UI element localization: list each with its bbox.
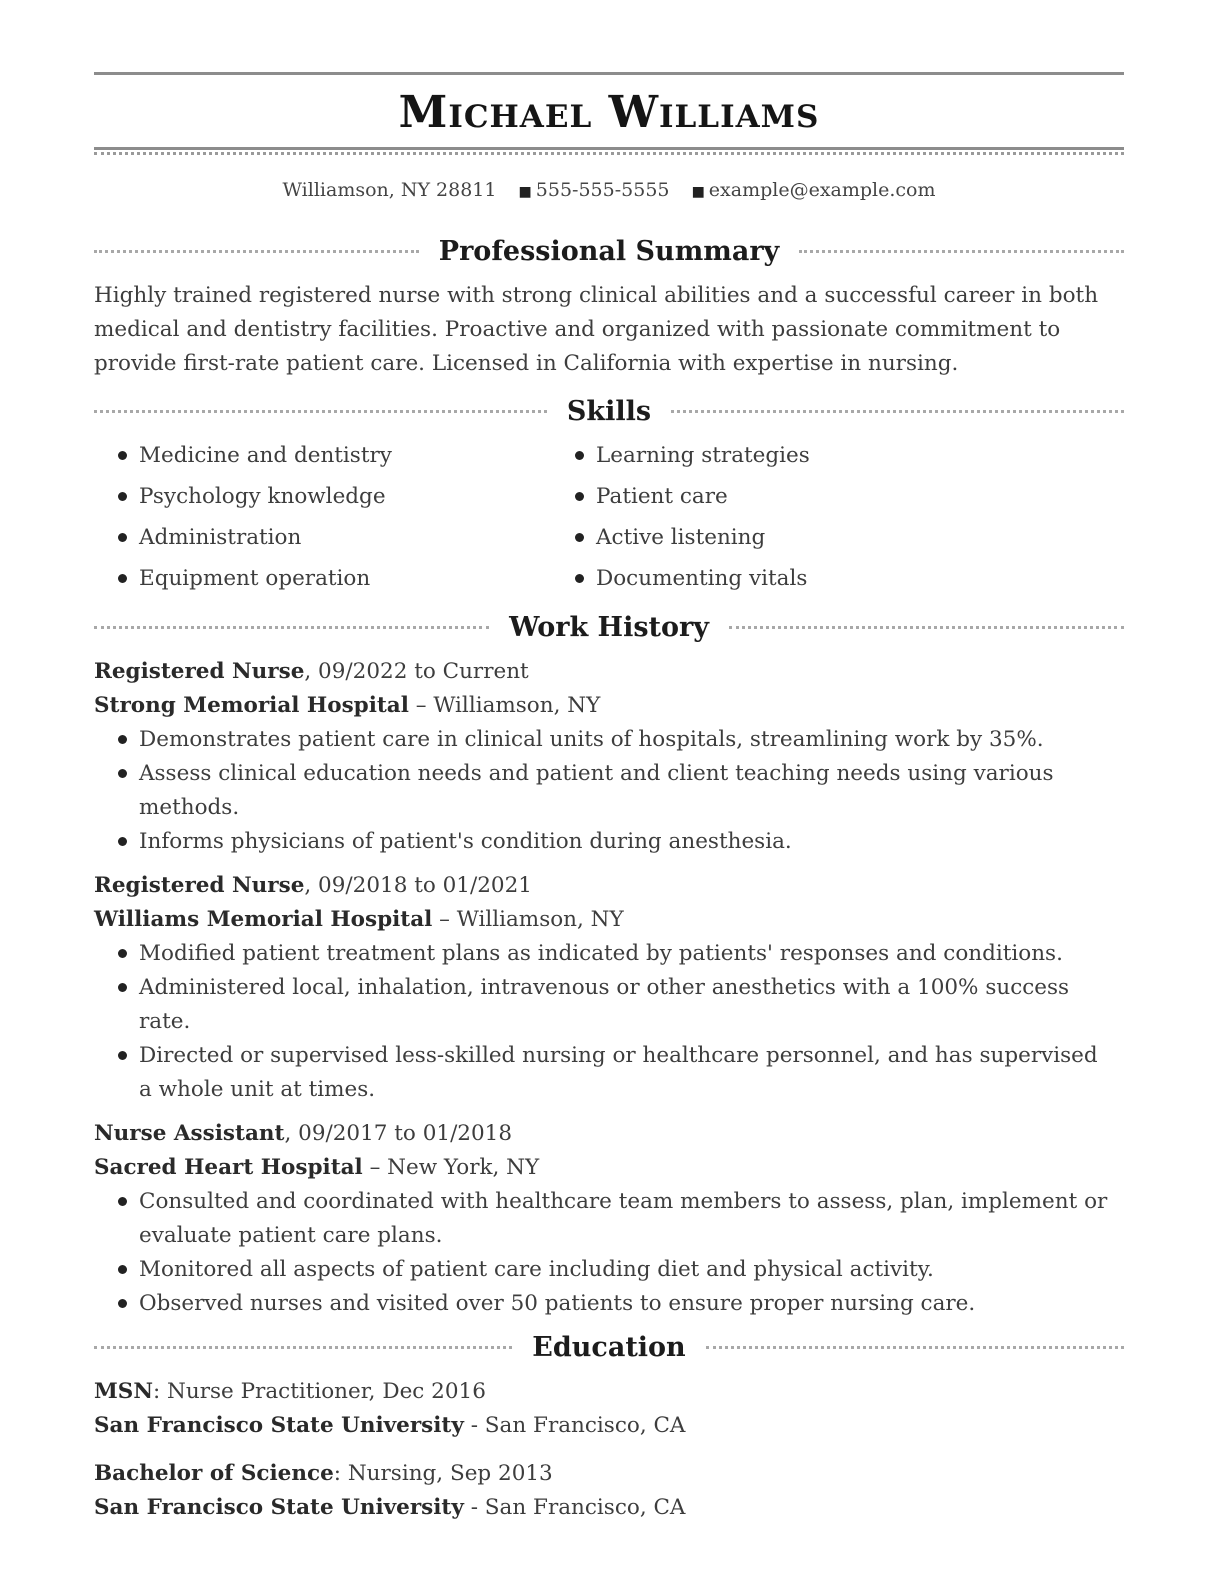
degree-name: MSN bbox=[94, 1379, 153, 1404]
section-header-summary bbox=[94, 231, 1124, 271]
section-divider bbox=[94, 1346, 512, 1349]
education-entry bbox=[94, 1375, 1124, 1443]
section-header-work bbox=[94, 607, 1124, 647]
job-bullet: Demonstrates patient care in clinical units of hospitals, streamlining work by 35%. bbox=[94, 723, 1124, 757]
section-divider bbox=[94, 626, 489, 629]
job-bullets bbox=[94, 1185, 1124, 1321]
job-company: Sacred Heart Hospital bbox=[94, 1155, 363, 1180]
section-header-education bbox=[94, 1327, 1124, 1367]
job-title-line bbox=[94, 1117, 1124, 1151]
degree-line bbox=[94, 1457, 1124, 1491]
skill-item: Medicine and dentistry bbox=[94, 435, 551, 476]
square-bullet-icon: ■ bbox=[518, 184, 532, 200]
job-title: Registered Nurse bbox=[94, 873, 305, 898]
job-bullet: Monitored all aspects of patient care including diet and physical activity. bbox=[94, 1253, 1124, 1287]
job-bullets bbox=[94, 723, 1124, 859]
section-title: Work History bbox=[509, 611, 709, 643]
contact-address: Williamson, NY 28811 bbox=[282, 179, 497, 201]
job-company: Williams Memorial Hospital bbox=[94, 907, 433, 932]
skill-item: Documenting vitals bbox=[551, 558, 1008, 599]
skills-column-left bbox=[94, 435, 551, 599]
top-rule bbox=[94, 72, 1124, 75]
job-bullet: Administered local, inhalation, intravenous or other anesthetics with a 100% success rate. bbox=[94, 971, 1124, 1039]
job-title: Registered Nurse bbox=[94, 659, 305, 684]
skills-list bbox=[94, 435, 1124, 599]
school-name: San Francisco State University bbox=[94, 1495, 464, 1520]
school-line bbox=[94, 1409, 1124, 1443]
contact-phone: 555-555-5555 bbox=[535, 179, 670, 201]
name-rule bbox=[94, 147, 1124, 150]
skill-item: Equipment operation bbox=[94, 558, 551, 599]
job-title-line bbox=[94, 869, 1124, 903]
school-location: - San Francisco, CA bbox=[463, 1413, 686, 1438]
school-line bbox=[94, 1491, 1124, 1525]
section-header-skills bbox=[94, 391, 1124, 431]
job-location: – Williamson, NY bbox=[408, 693, 601, 718]
degree-name: Bachelor of Science bbox=[94, 1461, 334, 1486]
degree-line bbox=[94, 1375, 1124, 1409]
school-name: San Francisco State University bbox=[94, 1413, 464, 1438]
job-location: – Williamson, NY bbox=[432, 907, 624, 932]
job-location: – New York, NY bbox=[362, 1155, 540, 1180]
section-divider bbox=[671, 410, 1124, 413]
contact-line bbox=[94, 177, 1124, 205]
job-bullet: Observed nurses and visited over 50 patients to ensure proper nursing care. bbox=[94, 1287, 1124, 1321]
skill-item: Active listening bbox=[551, 517, 1008, 558]
square-bullet-icon: ■ bbox=[691, 184, 705, 200]
job-title-line bbox=[94, 655, 1124, 689]
job-bullet: Assess clinical education needs and patient and client teaching needs using various methods. bbox=[94, 757, 1124, 825]
professional-summary: Highly trained registered nurse with strong clinical abilities and a successful career in both medical and dentistry facilities. Proactive and organized with passionate commitment to provide first-rate patient care. Licensed in California with expertise in nursing. bbox=[94, 283, 1099, 376]
job-bullet: Consulted and coordinated with healthcare team members to assess, plan, implement or evaluate patient care plans. bbox=[94, 1185, 1124, 1253]
job-employer-line bbox=[94, 689, 1124, 723]
job-employer-line bbox=[94, 903, 1124, 937]
job-bullet: Informs physicians of patient's condition during anesthesia. bbox=[94, 825, 1124, 859]
skill-item: Administration bbox=[94, 517, 551, 558]
section-title: Education bbox=[532, 1331, 686, 1363]
skill-item: Psychology knowledge bbox=[94, 476, 551, 517]
degree-detail: : Nurse Practitioner, Dec 2016 bbox=[152, 1379, 486, 1404]
job-bullet: Directed or supervised less-skilled nursing or healthcare personnel, and has supervised a whole unit at times. bbox=[94, 1039, 1124, 1107]
job-employer-line bbox=[94, 1151, 1124, 1185]
skill-item: Patient care bbox=[551, 476, 1008, 517]
skills-column-right bbox=[551, 435, 1008, 599]
candidate-name: Michael Williams bbox=[398, 87, 820, 138]
job-entry bbox=[94, 869, 1124, 1107]
job-bullet: Modified patient treatment plans as indicated by patients' responses and conditions. bbox=[94, 937, 1124, 971]
job-entry bbox=[94, 1117, 1124, 1321]
contact-email: example@example.com bbox=[708, 179, 936, 201]
education-list bbox=[94, 1375, 1124, 1525]
school-location: - San Francisco, CA bbox=[463, 1495, 686, 1520]
section-title: Professional Summary bbox=[438, 235, 780, 267]
section-divider bbox=[94, 410, 547, 413]
section-divider bbox=[729, 626, 1124, 629]
job-title: Nurse Assistant bbox=[94, 1121, 285, 1146]
skill-item: Learning strategies bbox=[551, 435, 1008, 476]
work-history bbox=[94, 655, 1124, 1321]
section-divider bbox=[94, 250, 419, 253]
education-entry bbox=[94, 1457, 1124, 1525]
degree-detail: : Nursing, Sep 2013 bbox=[333, 1461, 553, 1486]
job-entry bbox=[94, 655, 1124, 859]
job-company: Strong Memorial Hospital bbox=[94, 693, 409, 718]
job-bullets bbox=[94, 937, 1124, 1107]
section-divider bbox=[799, 250, 1124, 253]
job-dates: , 09/2022 to Current bbox=[304, 659, 529, 684]
section-divider bbox=[706, 1346, 1124, 1349]
resume-page bbox=[94, 72, 1124, 1525]
section-title: Skills bbox=[566, 395, 652, 427]
job-dates: , 09/2017 to 01/2018 bbox=[284, 1121, 513, 1146]
name-dotted-rule bbox=[94, 152, 1124, 155]
job-dates: , 09/2018 to 01/2021 bbox=[304, 873, 532, 898]
